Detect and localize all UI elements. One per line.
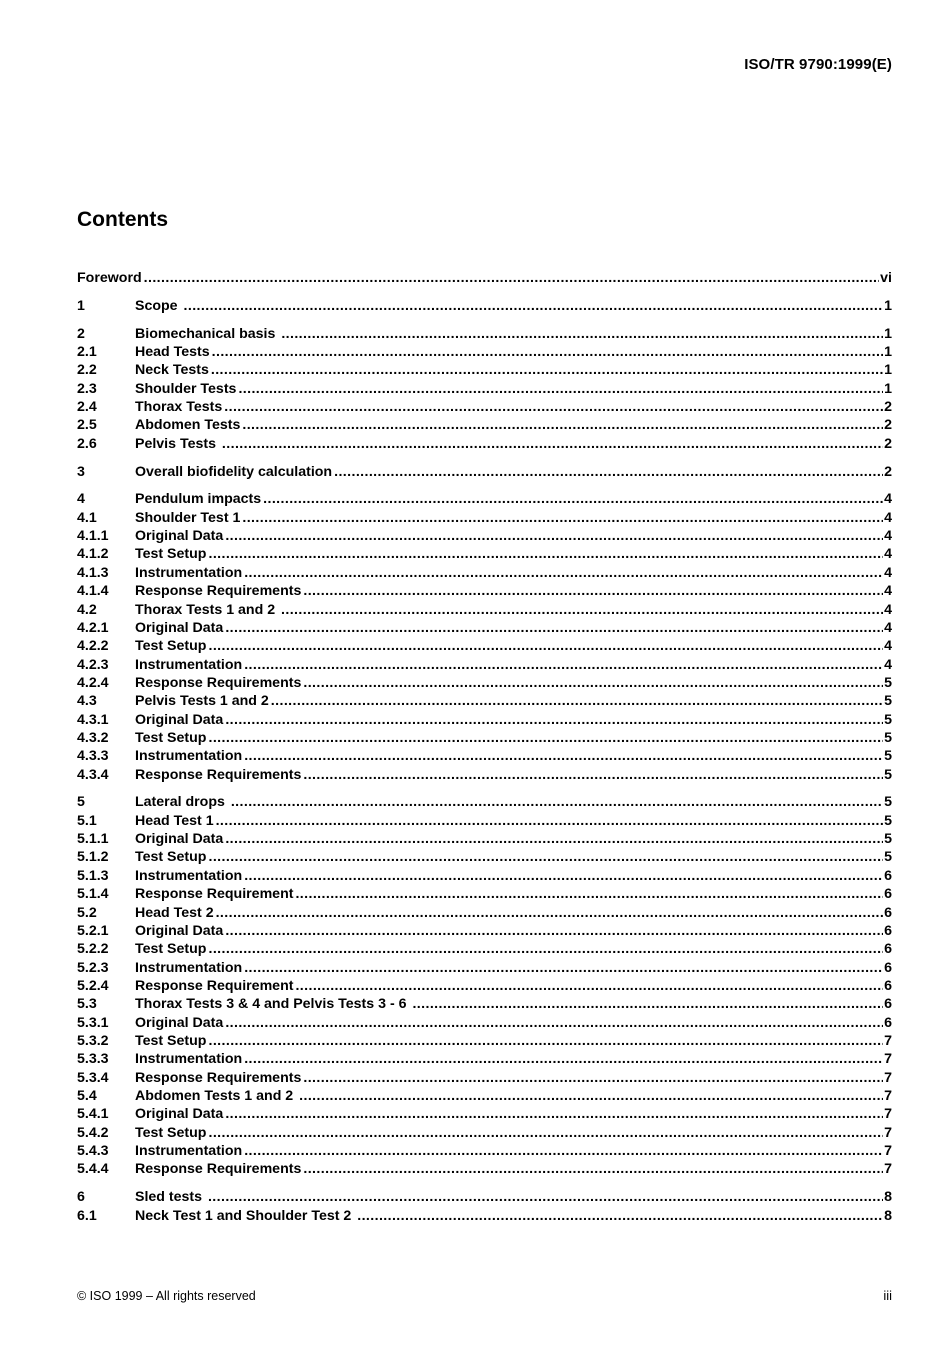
toc-entry-number: 2.4: [77, 399, 97, 416]
toc-dot-leader: [220, 435, 883, 453]
toc-entry-number: 5.4.4: [77, 1161, 109, 1178]
toc-entry-title: Test Setup: [135, 729, 207, 746]
toc-entry[interactable]: [77, 729, 892, 747]
toc-entry-page: 6: [884, 904, 892, 921]
toc-dot-leader: [301, 766, 883, 784]
toc-entry-title: Biomechanical basis: [135, 325, 280, 342]
toc-entry-title: Abdomen Tests 1 and 2: [135, 1087, 298, 1104]
toc-dot-leader: [206, 729, 883, 747]
toc-entry-title: Original Data: [135, 528, 224, 545]
toc-entry-number: 4.1.3: [77, 564, 109, 581]
toc-entry[interactable]: [77, 637, 892, 655]
toc-entry[interactable]: [77, 582, 892, 600]
toc-entry[interactable]: [77, 1069, 892, 1087]
toc-entry-number: 4.2.2: [77, 638, 109, 655]
toc-entry-page: 6: [884, 959, 892, 976]
toc-entry[interactable]: [77, 1032, 892, 1050]
toc-dot-leader: [269, 692, 883, 710]
toc-dot-leader: [223, 711, 883, 729]
toc-entry-page: 1: [884, 325, 892, 342]
toc-entry-page: 5: [884, 674, 892, 691]
toc-entry[interactable]: [77, 1050, 892, 1068]
toc-entry-title: Original Data: [135, 831, 224, 848]
toc-entry-number: 5.4: [77, 1087, 97, 1104]
toc-entry[interactable]: [77, 269, 892, 287]
toc-entry-number: 4: [77, 491, 85, 508]
toc-entry-number: 1: [77, 297, 85, 314]
toc-entry[interactable]: [77, 940, 892, 958]
toc-entry-title: Instrumentation: [135, 959, 243, 976]
toc-entry-number: 5.1: [77, 812, 97, 829]
toc-entry-title: Test Setup: [135, 638, 207, 655]
toc-entry[interactable]: [77, 435, 892, 453]
toc-entry[interactable]: [77, 398, 892, 416]
toc-dot-leader: [301, 1160, 883, 1178]
toc-entry-title: Original Data: [135, 619, 224, 636]
toc-entry[interactable]: [77, 922, 892, 940]
toc-entry[interactable]: [77, 848, 892, 866]
toc-entry[interactable]: [77, 766, 892, 784]
toc-entry-page: 4: [884, 509, 892, 526]
toc-entry[interactable]: [77, 1105, 892, 1123]
toc-dot-leader: [301, 674, 883, 692]
toc-entry-page: 2: [884, 399, 892, 416]
toc-entry-title: Sled tests: [135, 1189, 206, 1206]
toc-entry-number: 5.4.1: [77, 1106, 109, 1123]
toc-entry-title: Test Setup: [135, 1124, 207, 1141]
toc-dot-leader: [214, 904, 884, 922]
toc-entry-number: 4.2.3: [77, 656, 109, 673]
toc-dot-leader: [222, 398, 883, 416]
toc-dot-leader: [206, 848, 883, 866]
toc-entry-page: 7: [884, 1124, 892, 1141]
toc-dot-leader: [206, 1188, 883, 1206]
toc-entry-number: 2.5: [77, 417, 97, 434]
toc-entry[interactable]: [77, 545, 892, 563]
toc-entry-number: 4.3.2: [77, 729, 109, 746]
toc-entry-title: Neck Test 1 and Shoulder Test 2: [135, 1207, 356, 1224]
toc-entry-page: 2: [884, 435, 892, 452]
toc-entry-title: Original Data: [135, 1014, 224, 1031]
toc-entry-title: Instrumentation: [135, 748, 243, 765]
toc-entry-number: 2.1: [77, 344, 97, 361]
copyright-notice: © ISO 1999 – All rights reserved: [77, 1289, 256, 1303]
toc-dot-leader: [223, 1014, 883, 1032]
toc-dot-leader: [209, 361, 883, 379]
toc-dot-leader: [240, 509, 883, 527]
toc-entry-number: 5.4.3: [77, 1142, 109, 1159]
toc-entry[interactable]: [77, 867, 892, 885]
toc-entry[interactable]: [77, 959, 892, 977]
toc-entry[interactable]: [77, 885, 892, 903]
toc-dot-leader: [223, 527, 883, 545]
toc-entry-page: 7: [884, 1087, 892, 1104]
toc-entry-page: 8: [884, 1207, 892, 1224]
toc-entry[interactable]: [77, 297, 892, 315]
toc-entry-title: Original Data: [135, 711, 224, 728]
toc-dot-leader: [410, 995, 883, 1013]
toc-entry[interactable]: [77, 1014, 892, 1032]
toc-entry-title: Response Requirements: [135, 1069, 302, 1086]
toc-dot-leader: [293, 977, 883, 995]
toc-entry-page: 4: [884, 564, 892, 581]
toc-entry-title: Scope: [135, 297, 182, 314]
toc-entry-page: 6: [884, 977, 892, 994]
toc-dot-leader: [279, 325, 883, 343]
toc-entry-number: 5.3.3: [77, 1051, 109, 1068]
toc-entry-page: 7: [884, 1032, 892, 1049]
toc-entry-page: 6: [884, 996, 892, 1013]
toc-dot-leader: [223, 619, 883, 637]
toc-entry-page: 7: [884, 1069, 892, 1086]
toc-entry-title: Original Data: [135, 1106, 224, 1123]
toc-dot-leader: [182, 297, 884, 315]
toc-entry-title: Response Requirements: [135, 674, 302, 691]
toc-entry-number: 5.2.3: [77, 959, 109, 976]
toc-entry[interactable]: [77, 564, 892, 582]
toc-dot-leader: [236, 380, 883, 398]
toc-entry-page: 4: [884, 546, 892, 563]
toc-entry-title: Pelvis Tests 1 and 2: [135, 693, 269, 710]
toc-entry-page: 2: [884, 417, 892, 434]
toc-entry-title: Response Requirement: [135, 886, 294, 903]
toc-entry-number: 4.3.1: [77, 711, 109, 728]
toc-entry-page: 6: [884, 922, 892, 939]
toc-entry-number: 2: [77, 325, 85, 342]
toc-entry[interactable]: [77, 656, 892, 674]
toc-entry-title: Head Test 2: [135, 904, 214, 921]
toc-entry-number: 6.1: [77, 1207, 97, 1224]
toc-entry-page: 4: [884, 491, 892, 508]
toc-entry[interactable]: [77, 325, 892, 343]
toc-entry-number: 5.2.4: [77, 977, 109, 994]
toc-entry[interactable]: [77, 812, 892, 830]
toc-entry-number: 4.1.1: [77, 528, 109, 545]
toc-entry-title: Original Data: [135, 922, 224, 939]
toc-entry-page: 1: [884, 362, 892, 379]
toc-entry[interactable]: [77, 1142, 892, 1160]
toc-entry-number: 5: [77, 794, 85, 811]
toc-entry-number: 5.1.3: [77, 867, 109, 884]
toc-dot-leader: [223, 922, 883, 940]
toc-entry-title: Instrumentation: [135, 656, 243, 673]
toc-entry-page: 6: [884, 867, 892, 884]
toc-entry-number: 5.3.1: [77, 1014, 109, 1031]
toc-entry-number: 2.6: [77, 435, 97, 452]
toc-entry[interactable]: [77, 793, 892, 811]
toc-entry-title: Response Requirements: [135, 1161, 302, 1178]
toc-dot-leader: [206, 1124, 883, 1142]
toc-entry-page: 7: [884, 1106, 892, 1123]
toc-entry-page: 1: [884, 380, 892, 397]
toc-entry-title: Instrumentation: [135, 1142, 243, 1159]
toc-entry[interactable]: [77, 977, 892, 995]
toc-entry-number: 4.2: [77, 601, 97, 618]
toc-entry[interactable]: [77, 509, 892, 527]
toc-entry-page: 4: [884, 656, 892, 673]
toc-entry-number: 5.1.4: [77, 886, 109, 903]
toc-entry-number: 2.3: [77, 380, 97, 397]
toc-entry-title: Shoulder Test 1: [135, 509, 241, 526]
toc-entry[interactable]: [77, 1207, 892, 1225]
toc-dot-leader: [142, 269, 880, 287]
table-of-contents: [77, 269, 892, 1225]
page-title: Contents: [77, 208, 168, 231]
toc-entry-title: Overall biofidelity calculation: [135, 463, 333, 480]
toc-entry-page: 5: [884, 849, 892, 866]
toc-dot-leader: [242, 564, 883, 582]
toc-dot-leader: [301, 1069, 883, 1087]
toc-entry[interactable]: [77, 380, 892, 398]
toc-entry-page: 7: [884, 1142, 892, 1159]
toc-dot-leader: [240, 416, 883, 434]
toc-entry-title: Lateral drops: [135, 794, 229, 811]
toc-entry[interactable]: [77, 490, 892, 508]
toc-entry-number: 5.3.2: [77, 1032, 109, 1049]
toc-dot-leader: [279, 601, 883, 619]
toc-dot-leader: [242, 1142, 883, 1160]
toc-entry-number: 4.3.3: [77, 748, 109, 765]
toc-entry-page: 5: [884, 693, 892, 710]
toc-dot-leader: [242, 959, 883, 977]
document-id: ISO/TR 9790:1999(E): [744, 56, 892, 73]
toc-entry[interactable]: [77, 711, 892, 729]
toc-entry[interactable]: [77, 747, 892, 765]
toc-entry-page: 5: [884, 794, 892, 811]
toc-entry-page: 4: [884, 619, 892, 636]
toc-entry-page: 1: [884, 344, 892, 361]
toc-dot-leader: [355, 1207, 883, 1225]
toc-entry-number: 5.3: [77, 996, 97, 1013]
toc-entry-title: Shoulder Tests: [135, 380, 237, 397]
toc-entry[interactable]: [77, 692, 892, 710]
toc-entry[interactable]: [77, 619, 892, 637]
toc-entry-number: 6: [77, 1189, 85, 1206]
toc-entry-title: Thorax Tests: [135, 399, 223, 416]
toc-dot-leader: [206, 637, 883, 655]
toc-dot-leader: [242, 1050, 883, 1068]
toc-entry[interactable]: [77, 904, 892, 922]
toc-dot-leader: [210, 343, 883, 361]
toc-dot-leader: [223, 1105, 883, 1123]
toc-dot-leader: [229, 793, 883, 811]
toc-entry-title: Abdomen Tests: [135, 417, 241, 434]
toc-entry-page: 5: [884, 831, 892, 848]
toc-entry-number: 5.1.1: [77, 831, 109, 848]
toc-entry-title: Head Test 1: [135, 812, 214, 829]
toc-dot-leader: [242, 747, 883, 765]
toc-dot-leader: [206, 1032, 883, 1050]
toc-entry[interactable]: [77, 1160, 892, 1178]
toc-dot-leader: [301, 582, 883, 600]
toc-entry[interactable]: [77, 527, 892, 545]
toc-entry-title: Test Setup: [135, 1032, 207, 1049]
toc-entry-page: 5: [884, 748, 892, 765]
toc-dot-leader: [214, 812, 884, 830]
toc-entry-title: Instrumentation: [135, 564, 243, 581]
toc-entry[interactable]: [77, 1188, 892, 1206]
toc-entry-page: 4: [884, 583, 892, 600]
page-number: iii: [883, 1288, 892, 1303]
toc-entry[interactable]: [77, 343, 892, 361]
toc-dot-leader: [223, 830, 883, 848]
toc-entry-page: 4: [884, 528, 892, 545]
toc-dot-leader: [293, 885, 883, 903]
toc-entry-page: 5: [884, 766, 892, 783]
toc-entry-number: 3: [77, 463, 85, 480]
toc-entry[interactable]: [77, 416, 892, 434]
toc-entry-page: 7: [884, 1051, 892, 1068]
toc-entry[interactable]: [77, 830, 892, 848]
toc-entry[interactable]: [77, 1087, 892, 1105]
toc-entry-page: 1: [884, 297, 892, 314]
toc-entry-number: 4.1.2: [77, 546, 109, 563]
toc-entry-number: 5.2: [77, 904, 97, 921]
toc-entry[interactable]: [77, 674, 892, 692]
toc-entry-number: 4.1: [77, 509, 97, 526]
toc-entry-page: 4: [884, 638, 892, 655]
toc-entry-page: 6: [884, 941, 892, 958]
toc-entry[interactable]: [77, 995, 892, 1013]
toc-entry-title: Response Requirement: [135, 977, 294, 994]
toc-dot-leader: [206, 940, 883, 958]
toc-entry-title: Instrumentation: [135, 1051, 243, 1068]
toc-entry-title: Pelvis Tests: [135, 435, 220, 452]
toc-entry-number: 4.2.1: [77, 619, 109, 636]
toc-entry-title: Test Setup: [135, 941, 207, 958]
toc-entry-title: Thorax Tests 3 & 4 and Pelvis Tests 3 - 6: [135, 996, 411, 1013]
toc-entry[interactable]: [77, 463, 892, 481]
toc-entry-title: Response Requirements: [135, 583, 302, 600]
toc-entry-title: Pendulum impacts: [135, 491, 262, 508]
toc-entry-number: 4.3: [77, 693, 97, 710]
toc-entry-number: 5.2.2: [77, 941, 109, 958]
toc-entry-title: Foreword: [77, 270, 142, 286]
toc-entry-number: 5.1.2: [77, 849, 109, 866]
toc-entry-title: Test Setup: [135, 546, 207, 563]
toc-entry-number: 2.2: [77, 362, 97, 379]
toc-entry-page: 6: [884, 1014, 892, 1031]
toc-entry-page: 4: [884, 601, 892, 618]
toc-entry-number: 5.3.4: [77, 1069, 109, 1086]
toc-entry-number: 4.1.4: [77, 583, 109, 600]
toc-entry-title: Head Tests: [135, 344, 210, 361]
toc-entry-number: 4.2.4: [77, 674, 109, 691]
toc-entry-page: 7: [884, 1161, 892, 1178]
toc-entry-number: 5.4.2: [77, 1124, 109, 1141]
toc-entry[interactable]: [77, 601, 892, 619]
toc-dot-leader: [206, 545, 883, 563]
toc-entry-page: 5: [884, 711, 892, 728]
toc-entry-title: Test Setup: [135, 849, 207, 866]
toc-dot-leader: [261, 490, 883, 508]
toc-entry-title: Response Requirements: [135, 766, 302, 783]
toc-entry-page: 6: [884, 886, 892, 903]
toc-dot-leader: [242, 656, 883, 674]
toc-entry-page: vi: [880, 270, 892, 286]
toc-entry-page: 5: [884, 729, 892, 746]
toc-entry-number: 4.3.4: [77, 766, 109, 783]
toc-entry[interactable]: [77, 361, 892, 379]
toc-dot-leader: [242, 867, 883, 885]
toc-dot-leader: [332, 463, 883, 481]
toc-entry-number: 5.2.1: [77, 922, 109, 939]
toc-entry-page: 2: [884, 463, 892, 480]
toc-entry-page: 5: [884, 812, 892, 829]
toc-entry-title: Instrumentation: [135, 867, 243, 884]
toc-entry[interactable]: [77, 1124, 892, 1142]
toc-entry-page: 8: [884, 1189, 892, 1206]
toc-dot-leader: [297, 1087, 883, 1105]
toc-entry-title: Thorax Tests 1 and 2: [135, 601, 280, 618]
toc-entry-title: Neck Tests: [135, 362, 209, 379]
